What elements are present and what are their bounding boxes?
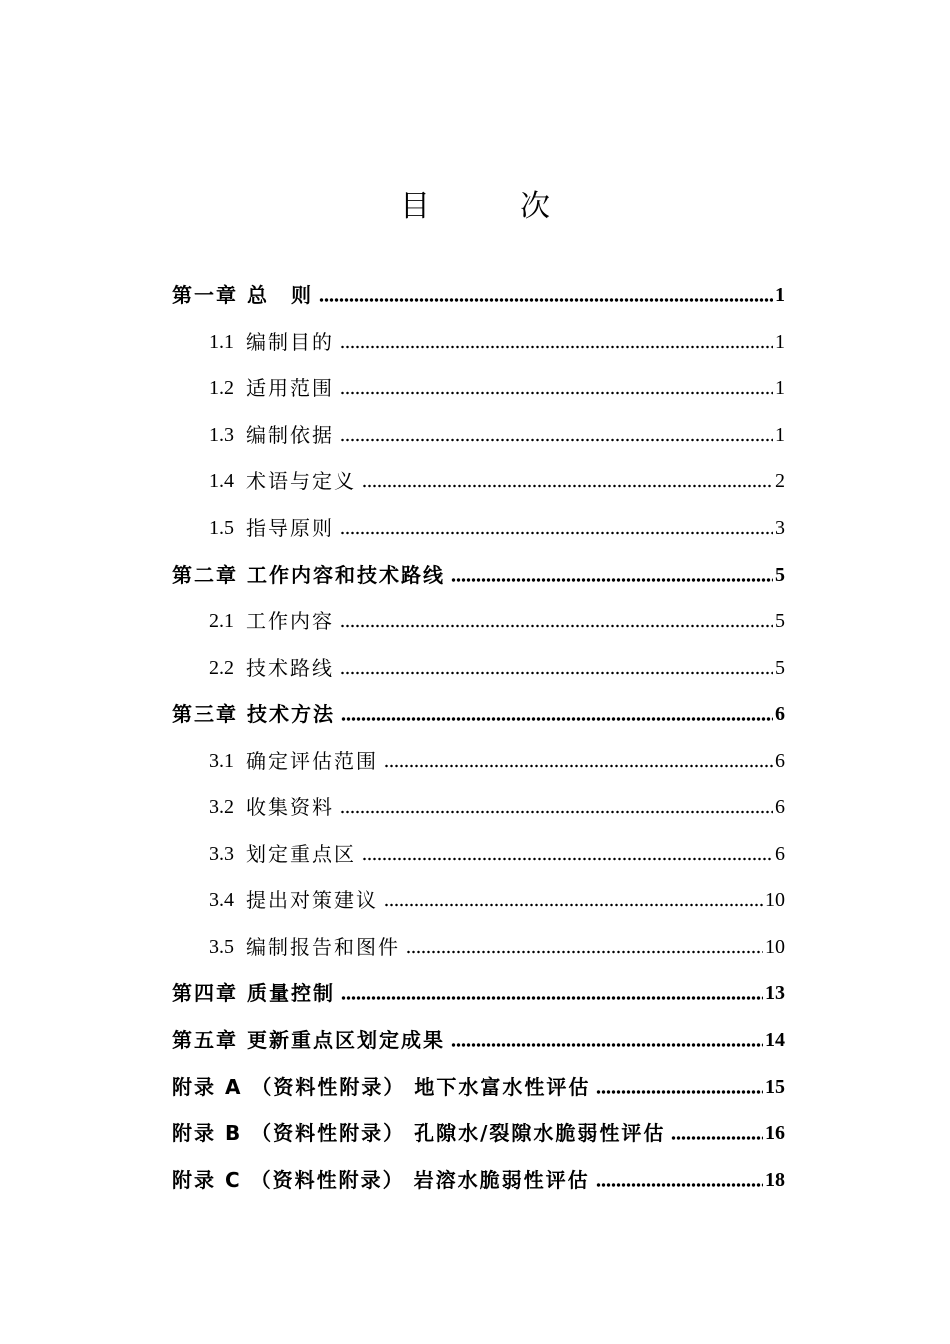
dot-leader xyxy=(451,1040,763,1050)
dot-leader xyxy=(596,1087,763,1097)
toc-entry-label: 确定评估范围 xyxy=(246,748,378,773)
dot-leader xyxy=(340,388,773,398)
toc-entry-number: 3.1 xyxy=(209,749,234,772)
toc-entry-label: 技术路线 xyxy=(246,655,334,680)
toc-entry-page: 1 xyxy=(775,330,785,353)
toc-entry-page: 16 xyxy=(765,1122,785,1145)
toc-entry-page: 6 xyxy=(775,749,785,772)
toc-entry-page: 1 xyxy=(775,423,785,446)
toc-entry-page: 1 xyxy=(775,377,785,400)
toc-entry-label: 编制目的 xyxy=(246,329,334,354)
dot-leader xyxy=(340,621,773,631)
dot-leader xyxy=(596,1180,763,1190)
toc-entry-chapter-1[interactable] xyxy=(172,272,785,319)
toc-entry-number: 3.3 xyxy=(209,842,234,865)
toc-entry-1-5[interactable] xyxy=(172,505,785,552)
toc-entry-3-4[interactable] xyxy=(172,877,785,924)
dot-leader xyxy=(341,714,773,724)
toc-entry-label: 编制报告和图件 xyxy=(246,934,400,959)
dot-leader xyxy=(451,575,773,585)
toc-entry-label: 术语与定义 xyxy=(246,469,356,494)
toc-entry-number: 3.2 xyxy=(209,796,234,819)
toc-entry-number: 2.2 xyxy=(209,656,234,679)
toc-entry-label: 收集资料 xyxy=(246,795,334,820)
toc-entry-1-3[interactable] xyxy=(172,412,785,459)
dot-leader xyxy=(340,807,773,817)
page-title: 目 次 xyxy=(400,189,580,224)
toc-entry-2-1[interactable] xyxy=(172,598,785,645)
toc-entry-page: 1 xyxy=(775,284,785,307)
toc-entry-chapter-3[interactable] xyxy=(172,691,785,738)
toc-entry-page: 6 xyxy=(775,842,785,865)
toc-entry-page: 15 xyxy=(765,1075,785,1098)
toc-entry-page: 18 xyxy=(765,1168,785,1191)
dot-leader xyxy=(384,761,773,771)
toc-entry-3-3[interactable] xyxy=(172,831,785,878)
toc-entry-number: 3.5 xyxy=(209,935,234,958)
toc-entry-page: 6 xyxy=(775,796,785,819)
toc-entry-page: 10 xyxy=(765,889,785,912)
toc-entry-appendix-b[interactable] xyxy=(172,1110,785,1157)
dot-leader xyxy=(406,947,763,957)
toc-entry-label: 附录 A （资料性附录） 地下水富水性评估 xyxy=(172,1074,591,1099)
toc-entry-page: 2 xyxy=(775,470,785,493)
toc-entry-label: 适用范围 xyxy=(246,376,334,401)
dot-leader xyxy=(340,435,773,445)
toc-entry-chapter-4[interactable] xyxy=(172,970,785,1017)
table-of-contents xyxy=(172,272,785,1203)
toc-entry-number: 1.4 xyxy=(209,470,234,493)
toc-entry-page: 10 xyxy=(765,935,785,958)
toc-entry-number: 1.5 xyxy=(209,517,234,539)
toc-entry-2-2[interactable] xyxy=(172,644,785,691)
toc-entry-page: 5 xyxy=(775,563,785,586)
dot-leader xyxy=(341,993,763,1003)
dot-leader xyxy=(671,1133,763,1143)
dot-leader xyxy=(362,854,773,864)
toc-entry-label: 指导原则 xyxy=(246,516,334,540)
toc-entry-number: 3.4 xyxy=(209,889,234,912)
dot-leader xyxy=(340,342,773,352)
toc-entry-page: 5 xyxy=(775,656,785,679)
toc-entry-label: 工作内容 xyxy=(246,609,334,634)
toc-entry-appendix-c[interactable] xyxy=(172,1156,785,1203)
toc-entry-label: 编制依据 xyxy=(246,422,334,447)
toc-entry-label: 划定重点区 xyxy=(246,841,356,866)
toc-entry-chapter-2[interactable] xyxy=(172,551,785,598)
toc-entry-number: 1.2 xyxy=(209,377,234,400)
toc-entry-label: 第五章 更新重点区划定成果 xyxy=(172,1028,445,1053)
toc-entry-label: 第二章 工作内容和技术路线 xyxy=(172,562,445,587)
toc-entry-1-2[interactable] xyxy=(172,365,785,412)
toc-entry-label: 提出对策建议 xyxy=(246,888,378,913)
toc-entry-chapter-5[interactable] xyxy=(172,1017,785,1064)
toc-entry-appendix-a[interactable] xyxy=(172,1063,785,1110)
toc-entry-number: 1.1 xyxy=(209,330,234,353)
toc-entry-label: 第四章 质量控制 xyxy=(172,981,335,1006)
toc-entry-page: 3 xyxy=(775,517,785,539)
dot-leader xyxy=(362,481,773,491)
toc-entry-label: 第一章 总 则 xyxy=(172,283,313,308)
toc-entry-1-4[interactable] xyxy=(172,458,785,505)
toc-entry-number: 1.3 xyxy=(209,423,234,446)
dot-leader xyxy=(340,668,773,678)
toc-entry-page: 5 xyxy=(775,610,785,633)
dot-leader xyxy=(319,295,773,305)
toc-entry-1-1[interactable] xyxy=(172,319,785,366)
toc-entry-3-1[interactable] xyxy=(172,737,785,784)
dot-leader xyxy=(340,528,773,538)
toc-entry-page: 14 xyxy=(765,1029,785,1052)
toc-entry-3-5[interactable] xyxy=(172,924,785,971)
toc-entry-3-2[interactable] xyxy=(172,784,785,831)
toc-entry-label: 附录 B （资料性附录） 孔隙水/裂隙水脆弱性评估 xyxy=(172,1121,666,1146)
toc-entry-number: 2.1 xyxy=(209,610,234,633)
toc-entry-label: 附录 C （资料性附录） 岩溶水脆弱性评估 xyxy=(172,1167,590,1192)
toc-entry-label: 第三章 技术方法 xyxy=(172,702,335,727)
toc-entry-page: 6 xyxy=(775,703,785,726)
dot-leader xyxy=(384,900,763,910)
toc-entry-page: 13 xyxy=(765,982,785,1005)
